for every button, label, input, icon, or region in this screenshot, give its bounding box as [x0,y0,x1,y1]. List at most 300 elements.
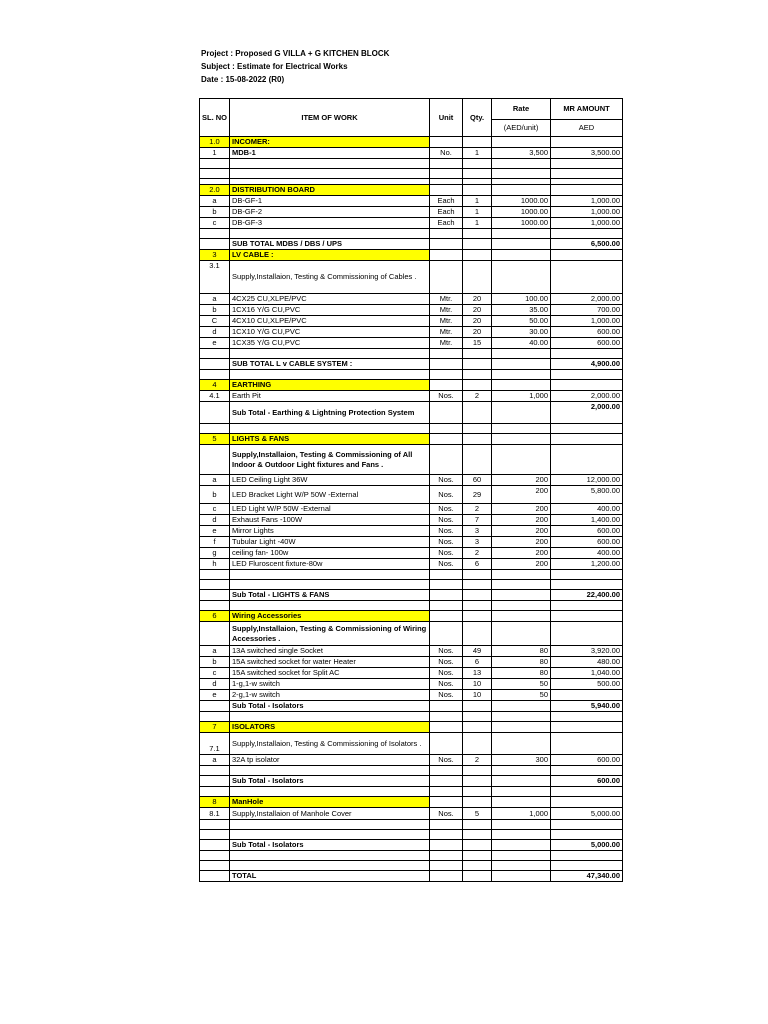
cell-rate: 200 [492,515,551,526]
cell-sl [200,871,230,882]
cell-item: SUB TOTAL MDBS / DBS / UPS [230,239,430,250]
cell-amount: 5,000.00 [551,840,623,851]
table-row [200,580,623,590]
cell-qty [463,159,492,169]
cell-unit [430,601,463,611]
cell-unit [430,169,463,179]
subtotal-row [200,590,623,601]
table-row [200,712,623,722]
cell-item [230,830,430,840]
cell-qty: 3 [463,537,492,548]
cell-unit [430,840,463,851]
cell-amount: 2,000.00 [551,391,623,402]
table-row [200,305,623,316]
cell-unit [430,611,463,622]
cell-amount [551,830,623,840]
cell-rate [492,622,551,646]
cell-rate [492,169,551,179]
cell-unit [430,733,463,755]
cell-item: LED Bracket Light W/P 50W -External [230,486,430,504]
table-row [200,559,623,570]
table-row [200,820,623,830]
cell-rate [492,402,551,424]
table-row [200,766,623,776]
cell-qty [463,787,492,797]
cell-rate: 200 [492,548,551,559]
table-row [200,327,623,338]
cell-rate: 1000.00 [492,218,551,229]
section-row [200,797,623,808]
cell-amount [551,570,623,580]
cell-sl: f [200,537,230,548]
cell-amount [551,445,623,475]
cell-unit [430,185,463,196]
cell-qty [463,701,492,712]
cell-amount [551,787,623,797]
section-row [200,434,623,445]
cell-unit: Each [430,218,463,229]
cell-item: 2-g,1-w switch [230,690,430,701]
cell-sl: d [200,679,230,690]
cell-qty [463,733,492,755]
table-row [200,668,623,679]
section-row [200,722,623,733]
cell-sl: b [200,657,230,668]
table-row [200,861,623,871]
cell-item [230,424,430,434]
cell-amount [551,349,623,359]
table-row [200,515,623,526]
cell-unit [430,250,463,261]
cell-unit: Nos. [430,475,463,486]
cell-unit: Nos. [430,548,463,559]
cell-unit: Nos. [430,690,463,701]
cell-amount: 5,800.00 [551,486,623,504]
cell-amount: 6,500.00 [551,239,623,250]
cell-rate [492,380,551,391]
cell-unit [430,712,463,722]
cell-item [230,580,430,590]
cell-item: 13A switched single Socket [230,646,430,657]
cell-rate: 40.00 [492,338,551,349]
cell-amount [551,424,623,434]
cell-item: 1-g,1-w switch [230,679,430,690]
cell-unit [430,359,463,370]
cell-amount: 480.00 [551,657,623,668]
cell-amount [551,820,623,830]
cell-qty [463,402,492,424]
cell-unit: Nos. [430,504,463,515]
cell-item: Sub Total - Earthing & Lightning Protection System [230,402,430,424]
cell-sl: b [200,305,230,316]
table-row [200,504,623,515]
cell-qty [463,359,492,370]
cell-qty [463,349,492,359]
cell-unit: Nos. [430,755,463,766]
table-row [200,316,623,327]
cell-rate: 200 [492,537,551,548]
cell-amount: 1,200.00 [551,559,623,570]
cell-amount [551,380,623,391]
subtotal-row [200,701,623,712]
cell-unit [430,570,463,580]
cell-sl [200,349,230,359]
cell-qty [463,445,492,475]
cell-amount: 4,900.00 [551,359,623,370]
project-line: Project : Proposed G VILLA + G KITCHEN BLOCK [201,49,390,58]
cell-qty [463,820,492,830]
cell-sl: 8 [200,797,230,808]
cell-sl: d [200,327,230,338]
table-row [200,808,623,820]
cell-rate [492,851,551,861]
cell-rate [492,580,551,590]
cell-rate: 200 [492,526,551,537]
cell-unit [430,820,463,830]
cell-qty: 29 [463,486,492,504]
cell-item: SUB TOTAL L v CABLE SYSTEM : [230,359,430,370]
cell-sl: e [200,526,230,537]
cell-qty [463,169,492,179]
cell-rate [492,712,551,722]
cell-qty [463,590,492,601]
cell-item: 4CX25 CU,XLPE/PVC [230,294,430,305]
cell-sl: h [200,559,230,570]
table-row [200,338,623,349]
cell-sl [200,229,230,239]
cell-sl: 7 [200,722,230,733]
cell-rate [492,137,551,148]
cell-item: 32A tp isolator [230,755,430,766]
table-row [200,622,623,646]
cell-sl [200,590,230,601]
cell-sl: 4 [200,380,230,391]
subtotal-row [200,359,623,370]
cell-rate [492,787,551,797]
table-row [200,261,623,294]
cell-item: LED Ceiling Light 36W [230,475,430,486]
cell-sl [200,601,230,611]
cell-qty [463,380,492,391]
cell-sl: 4.1 [200,391,230,402]
cell-sl: 2.0 [200,185,230,196]
cell-sl: d [200,515,230,526]
cell-sl: e [200,338,230,349]
table-row [200,690,623,701]
cell-qty [463,261,492,294]
cell-amount [551,169,623,179]
cell-qty: 1 [463,196,492,207]
date-line: Date : 15-08-2022 (R0) [201,75,285,84]
cell-item [230,787,430,797]
cell-item [230,229,430,239]
cell-sl: 6 [200,611,230,622]
cell-unit [430,137,463,148]
cell-amount: 400.00 [551,548,623,559]
table-row [200,548,623,559]
cell-rate: 80 [492,668,551,679]
cell-rate: 200 [492,504,551,515]
cell-sl [200,861,230,871]
cell-item [230,820,430,830]
cell-amount: 2,000.00 [551,294,623,305]
cell-sl: b [200,207,230,218]
cell-sl [200,424,230,434]
cell-qty [463,622,492,646]
cell-sl: 3.1 [200,261,230,294]
col-header-rate-unit: (AED/unit) [492,120,551,137]
cell-unit [430,871,463,882]
cell-unit: Nos. [430,657,463,668]
cell-amount: 2,000.00 [551,402,623,424]
table-row [200,349,623,359]
estimate-table-body [200,137,623,882]
cell-qty [463,424,492,434]
table-row [200,229,623,239]
cell-amount: 5,940.00 [551,701,623,712]
cell-unit [430,380,463,391]
cell-item: 4CX10 CU,XLPE/PVC [230,316,430,327]
cell-qty [463,137,492,148]
cell-sl: 7.1 [200,733,230,755]
cell-unit [430,797,463,808]
cell-qty [463,611,492,622]
cell-sl [200,359,230,370]
cell-rate [492,229,551,239]
cell-amount [551,580,623,590]
cell-rate: 1,000 [492,391,551,402]
cell-amount [551,261,623,294]
cell-rate [492,840,551,851]
cell-amount [551,611,623,622]
cell-qty: 49 [463,646,492,657]
cell-sl [200,776,230,787]
cell-item: DB-GF-2 [230,207,430,218]
cell-item: 15A switched socket for water Heater [230,657,430,668]
cell-sl: 3 [200,250,230,261]
cell-rate: 200 [492,475,551,486]
cell-qty: 1 [463,207,492,218]
cell-rate: 3,500 [492,148,551,159]
cell-item: Exhaust Fans -100W [230,515,430,526]
cell-sl: b [200,486,230,504]
cell-unit [430,261,463,294]
cell-rate [492,601,551,611]
cell-unit [430,434,463,445]
cell-qty: 3 [463,526,492,537]
cell-sl [200,622,230,646]
cell-sl [200,766,230,776]
table-row [200,218,623,229]
col-header-amount: MR AMOUNT [551,99,623,120]
cell-unit [430,590,463,601]
cell-amount [551,861,623,871]
table-row [200,169,623,179]
cell-sl: 8.1 [200,808,230,820]
cell-rate [492,776,551,787]
cell-item: ISOLATORS [230,722,430,733]
cell-sl [200,840,230,851]
cell-qty [463,601,492,611]
cell-sl [200,169,230,179]
cell-unit [430,239,463,250]
cell-amount: 1,040.00 [551,668,623,679]
cell-sl: a [200,646,230,657]
cell-rate: 30.00 [492,327,551,338]
cell-qty [463,570,492,580]
cell-unit: Nos. [430,537,463,548]
cell-qty [463,851,492,861]
cell-unit [430,861,463,871]
cell-unit [430,787,463,797]
cell-item: Wiring Accessories [230,611,430,622]
cell-sl [200,239,230,250]
table-row [200,370,623,380]
cell-item: Sub Total - Isolators [230,840,430,851]
cell-amount [551,434,623,445]
cell-unit [430,229,463,239]
cell-item: TOTAL [230,871,430,882]
cell-item: Sub Total - LIGHTS & FANS [230,590,430,601]
table-row [200,830,623,840]
cell-sl: 5 [200,434,230,445]
cell-item [230,601,430,611]
cell-qty [463,861,492,871]
cell-amount: 600.00 [551,338,623,349]
cell-rate: 50 [492,679,551,690]
subtotal-row [200,239,623,250]
cell-amount: 1,000.00 [551,316,623,327]
cell-amount: 22,400.00 [551,590,623,601]
cell-sl [200,851,230,861]
table-row [200,537,623,548]
cell-unit: Each [430,207,463,218]
cell-qty [463,840,492,851]
cell-item: Supply,Installaion, Testing & Commissioning of Isolators . [230,733,430,755]
cell-sl [200,445,230,475]
cell-sl: a [200,294,230,305]
cell-unit [430,402,463,424]
cell-item: DISTRIBUTION BOARD [230,185,430,196]
cell-amount [551,159,623,169]
cell-sl [200,830,230,840]
table-row [200,646,623,657]
cell-rate: 1000.00 [492,207,551,218]
cell-sl: C [200,316,230,327]
cell-item: 1CX16 Y/G CU,PVC [230,305,430,316]
cell-item: 1CX35 Y/G CU,PVC [230,338,430,349]
cell-qty: 6 [463,559,492,570]
cell-item: Supply,Installaion, Testing & Commissioning of Wiring Accessories . [230,622,430,646]
cell-unit [430,722,463,733]
cell-unit: Nos. [430,526,463,537]
cell-item: ceiling fan- 100w [230,548,430,559]
cell-amount [551,797,623,808]
cell-item: Earth Pit [230,391,430,402]
cell-unit: Mtr. [430,316,463,327]
cell-amount [551,250,623,261]
cell-qty: 20 [463,294,492,305]
cell-item [230,851,430,861]
cell-sl: c [200,504,230,515]
cell-unit [430,370,463,380]
cell-qty: 60 [463,475,492,486]
table-row [200,159,623,169]
cell-item: Sub Total - Isolators [230,776,430,787]
cell-rate: 80 [492,646,551,657]
cell-qty [463,250,492,261]
table-row [200,570,623,580]
cell-item: 1CX10 Y/G CU,PVC [230,327,430,338]
table-row [200,657,623,668]
cell-item [230,169,430,179]
cell-qty [463,434,492,445]
table-row [200,755,623,766]
cell-amount: 47,340.00 [551,871,623,882]
cell-qty: 1 [463,218,492,229]
cell-sl: c [200,218,230,229]
cell-qty [463,185,492,196]
cell-unit [430,622,463,646]
cell-qty [463,370,492,380]
cell-rate [492,185,551,196]
cell-rate: 80 [492,657,551,668]
cell-qty: 20 [463,316,492,327]
cell-unit [430,445,463,475]
cell-qty [463,229,492,239]
col-header-sl: SL. NO [200,99,230,137]
cell-qty: 10 [463,679,492,690]
cell-rate [492,424,551,434]
cell-amount: 1,000.00 [551,196,623,207]
cell-unit [430,766,463,776]
cell-item: LED Fluroscent fixture-80w [230,559,430,570]
cell-amount: 5,000.00 [551,808,623,820]
cell-item: DB-GF-1 [230,196,430,207]
cell-item: DB-GF-3 [230,218,430,229]
cell-rate [492,766,551,776]
cell-rate [492,830,551,840]
cell-amount: 400.00 [551,504,623,515]
cell-item: Sub Total - Isolators [230,701,430,712]
cell-qty: 2 [463,391,492,402]
cell-amount [551,229,623,239]
cell-rate [492,820,551,830]
cell-qty [463,766,492,776]
cell-sl: a [200,755,230,766]
cell-item: Supply,Installaion of Manhole Cover [230,808,430,820]
table-row [200,196,623,207]
col-header-rate: Rate [492,99,551,120]
cell-amount [551,690,623,701]
cell-item [230,570,430,580]
cell-item: Supply,Installaion, Testing & Commissioning of Cables . [230,261,430,294]
table-row [200,424,623,434]
cell-item [230,766,430,776]
cell-qty [463,712,492,722]
cell-item: MDB-1 [230,148,430,159]
cell-sl: a [200,196,230,207]
table-row [200,391,623,402]
cell-amount [551,851,623,861]
cell-sl [200,570,230,580]
cell-unit: Nos. [430,808,463,820]
cell-amount [551,185,623,196]
cell-qty: 7 [463,515,492,526]
table-row [200,148,623,159]
table-row [200,486,623,504]
cell-item [230,712,430,722]
